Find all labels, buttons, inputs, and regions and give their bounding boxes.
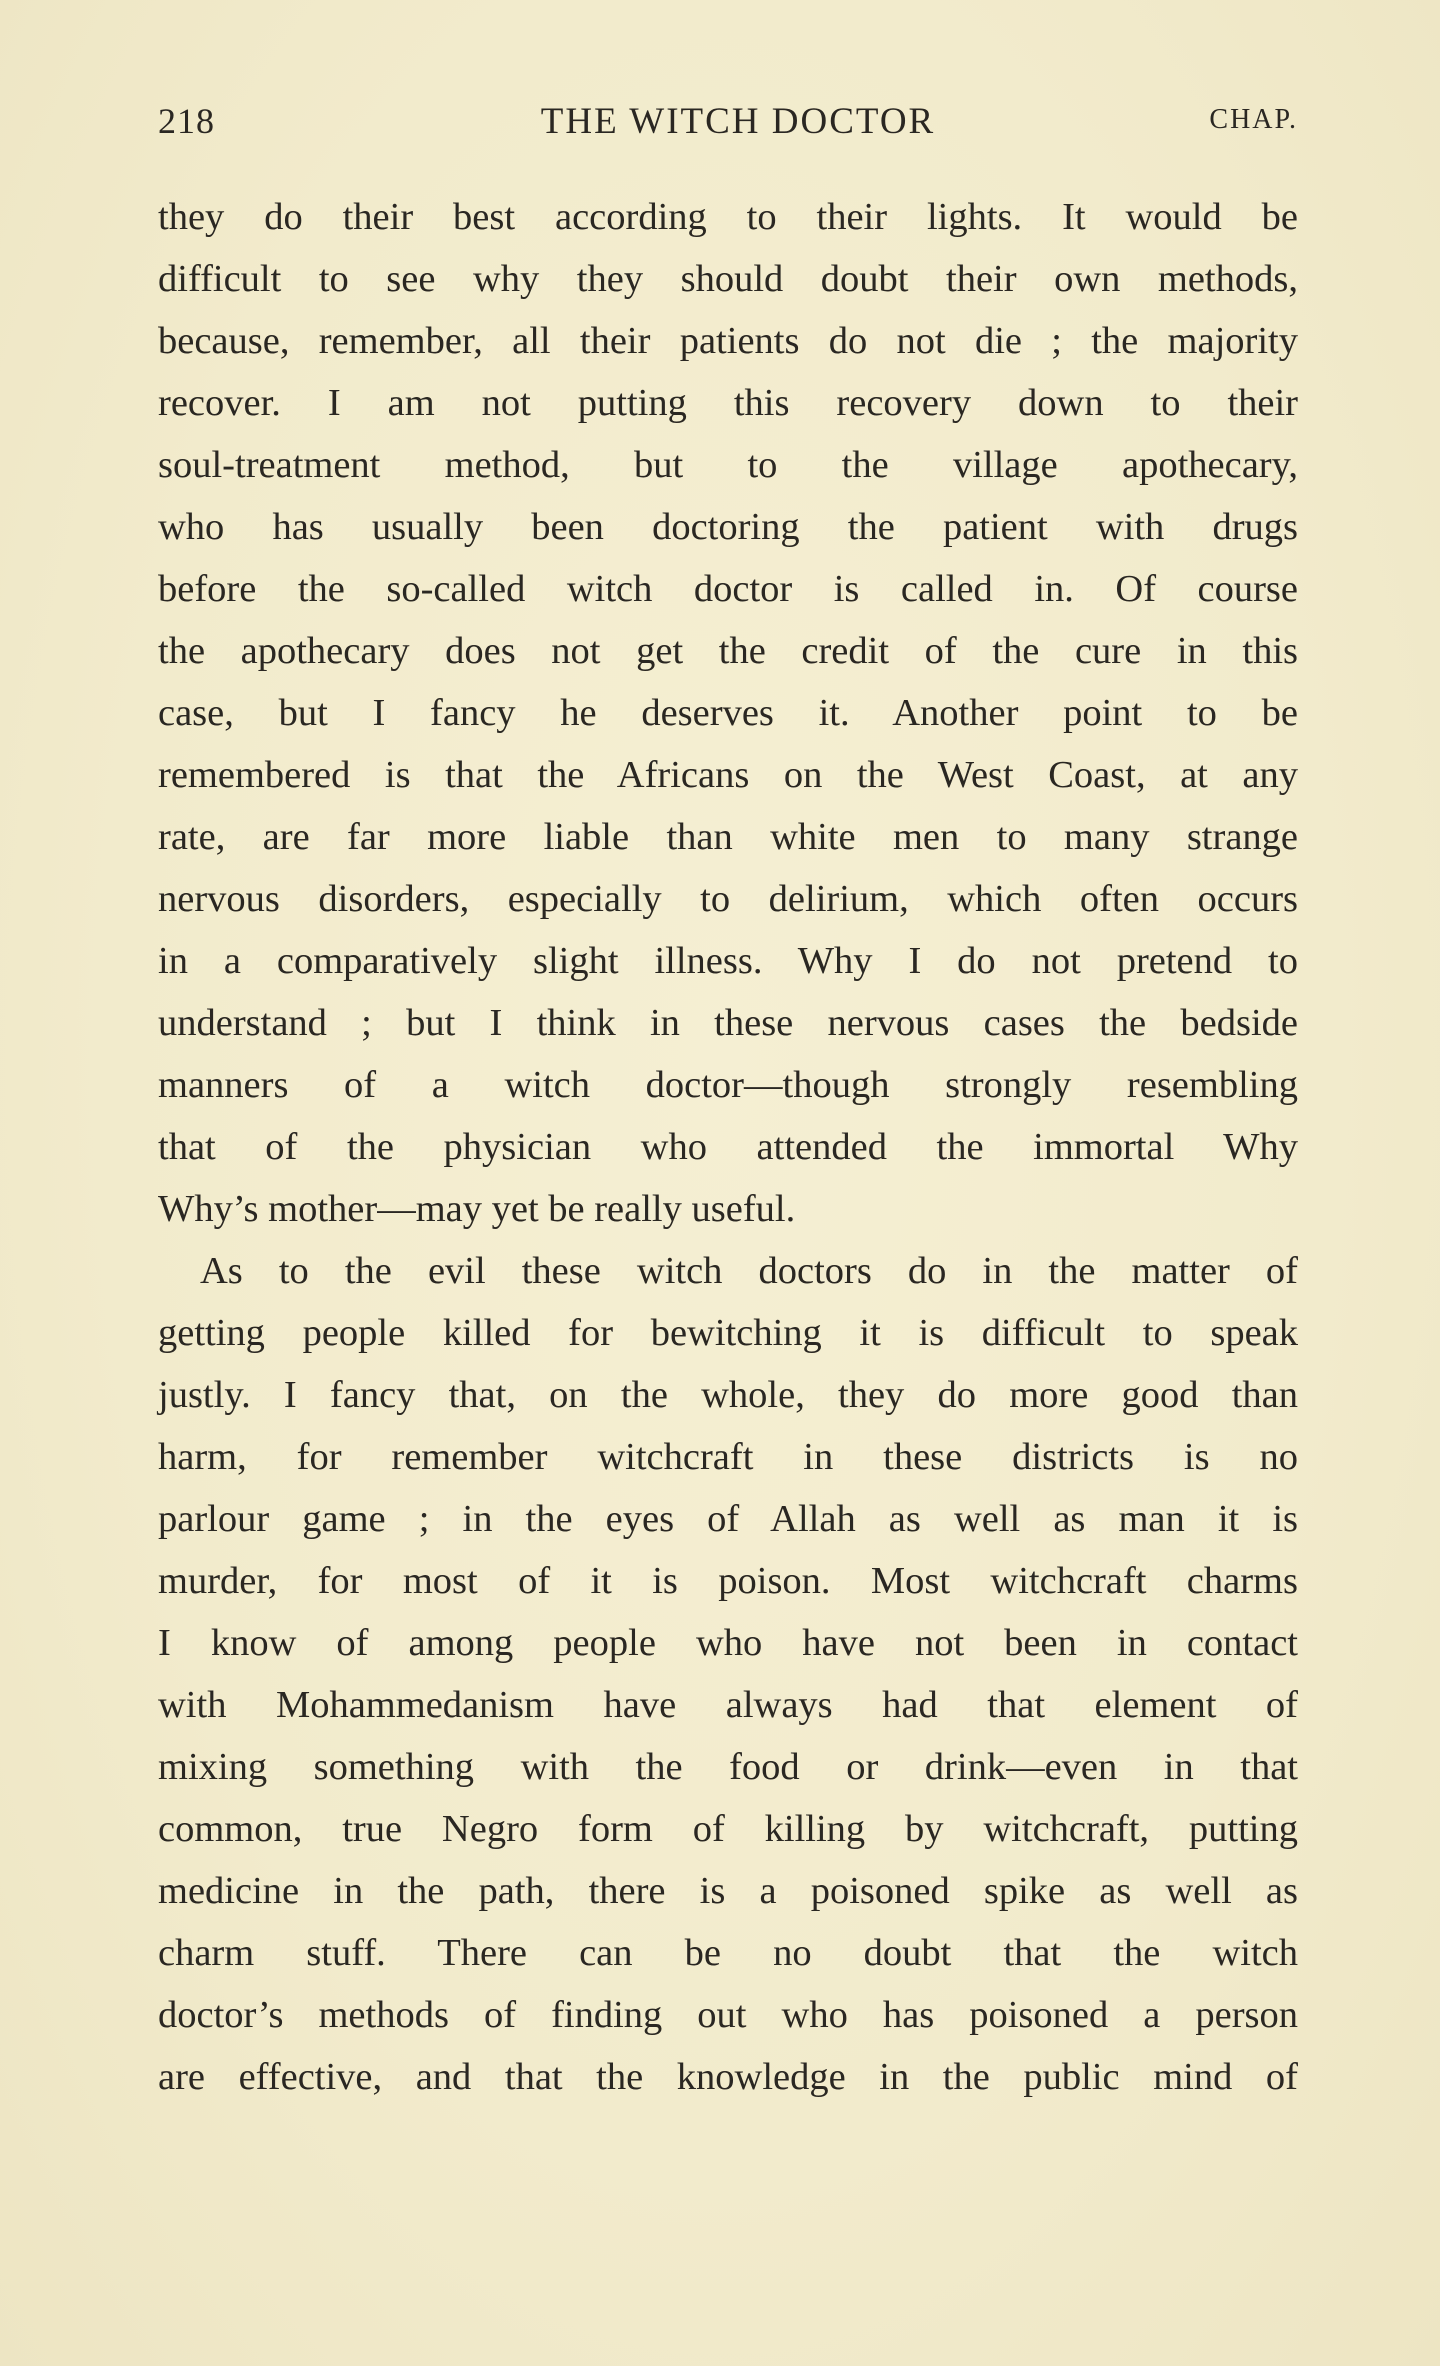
text-line: justly. I fancy that, on the whole, they do more good than	[158, 1374, 1298, 1416]
text-line: common, true Negro form of killing by witchcraft, putting	[158, 1808, 1298, 1850]
text-line: doctor’s methods of finding out who has poisoned a person	[158, 1994, 1298, 2036]
running-title: THE WITCH DOCTOR	[540, 101, 936, 142]
text-line: Why’s mother—may yet be really useful.	[158, 1188, 796, 1230]
text-line: mixing something with the food or drink—even in that	[158, 1746, 1298, 1788]
body-text	[158, 186, 1298, 2108]
text-line: difficult to see why they should doubt their own methods,	[158, 258, 1298, 300]
page-number: 218	[158, 101, 215, 141]
text-line: they do their best according to their lights. It would be	[158, 196, 1298, 238]
text-line: nervous disorders, especially to delirium, which often occurs	[158, 878, 1298, 920]
paragraph	[158, 186, 1298, 1240]
text-line: recover. I am not putting this recovery down to their	[158, 382, 1298, 424]
text-line: remembered is that the Africans on the West Coast, at any	[158, 754, 1298, 796]
text-line: with Mohammedanism have always had that element of	[158, 1684, 1298, 1726]
text-line: medicine in the path, there is a poisoned spike as well as	[158, 1870, 1298, 1912]
text-line: who has usually been doctoring the patient with drugs	[158, 506, 1298, 548]
text-line: parlour game ; in the eyes of Allah as well as man it is	[158, 1498, 1298, 1540]
chapter-mark: CHAP.	[1209, 104, 1298, 135]
text-line: I know of among people who have not been in contact	[158, 1622, 1298, 1664]
text-line: are effective, and that the knowledge in the public mind of	[158, 2056, 1298, 2098]
text-line: before the so-called witch doctor is called in. Of course	[158, 568, 1298, 610]
text-line: As to the evil these witch doctors do in the matter of	[200, 1250, 1298, 1292]
text-line: that of the physician who attended the immortal Why	[158, 1126, 1298, 1168]
text-line: case, but I fancy he deserves it. Another point to be	[158, 692, 1298, 734]
page-header	[158, 100, 1298, 152]
text-line: soul-treatment method, but to the village apothecary,	[158, 444, 1298, 486]
text-line: harm, for remember witchcraft in these districts is no	[158, 1436, 1298, 1478]
paragraph	[158, 1240, 1298, 2108]
text-line: because, remember, all their patients do not die ; the majority	[158, 320, 1298, 362]
text-line: understand ; but I think in these nervous cases the bedside	[158, 1002, 1298, 1044]
text-line: murder, for most of it is poison. Most witchcraft charms	[158, 1560, 1298, 1602]
text-line: charm stuff. There can be no doubt that the witch	[158, 1932, 1298, 1974]
text-line: manners of a witch doctor—though strongly resembling	[158, 1064, 1298, 1106]
text-line: in a comparatively slight illness. Why I do not pretend to	[158, 940, 1298, 982]
text-line: the apothecary does not get the credit of the cure in this	[158, 630, 1298, 672]
text-line: rate, are far more liable than white men to many strange	[158, 816, 1298, 858]
text-line: getting people killed for bewitching it is difficult to speak	[158, 1312, 1298, 1354]
